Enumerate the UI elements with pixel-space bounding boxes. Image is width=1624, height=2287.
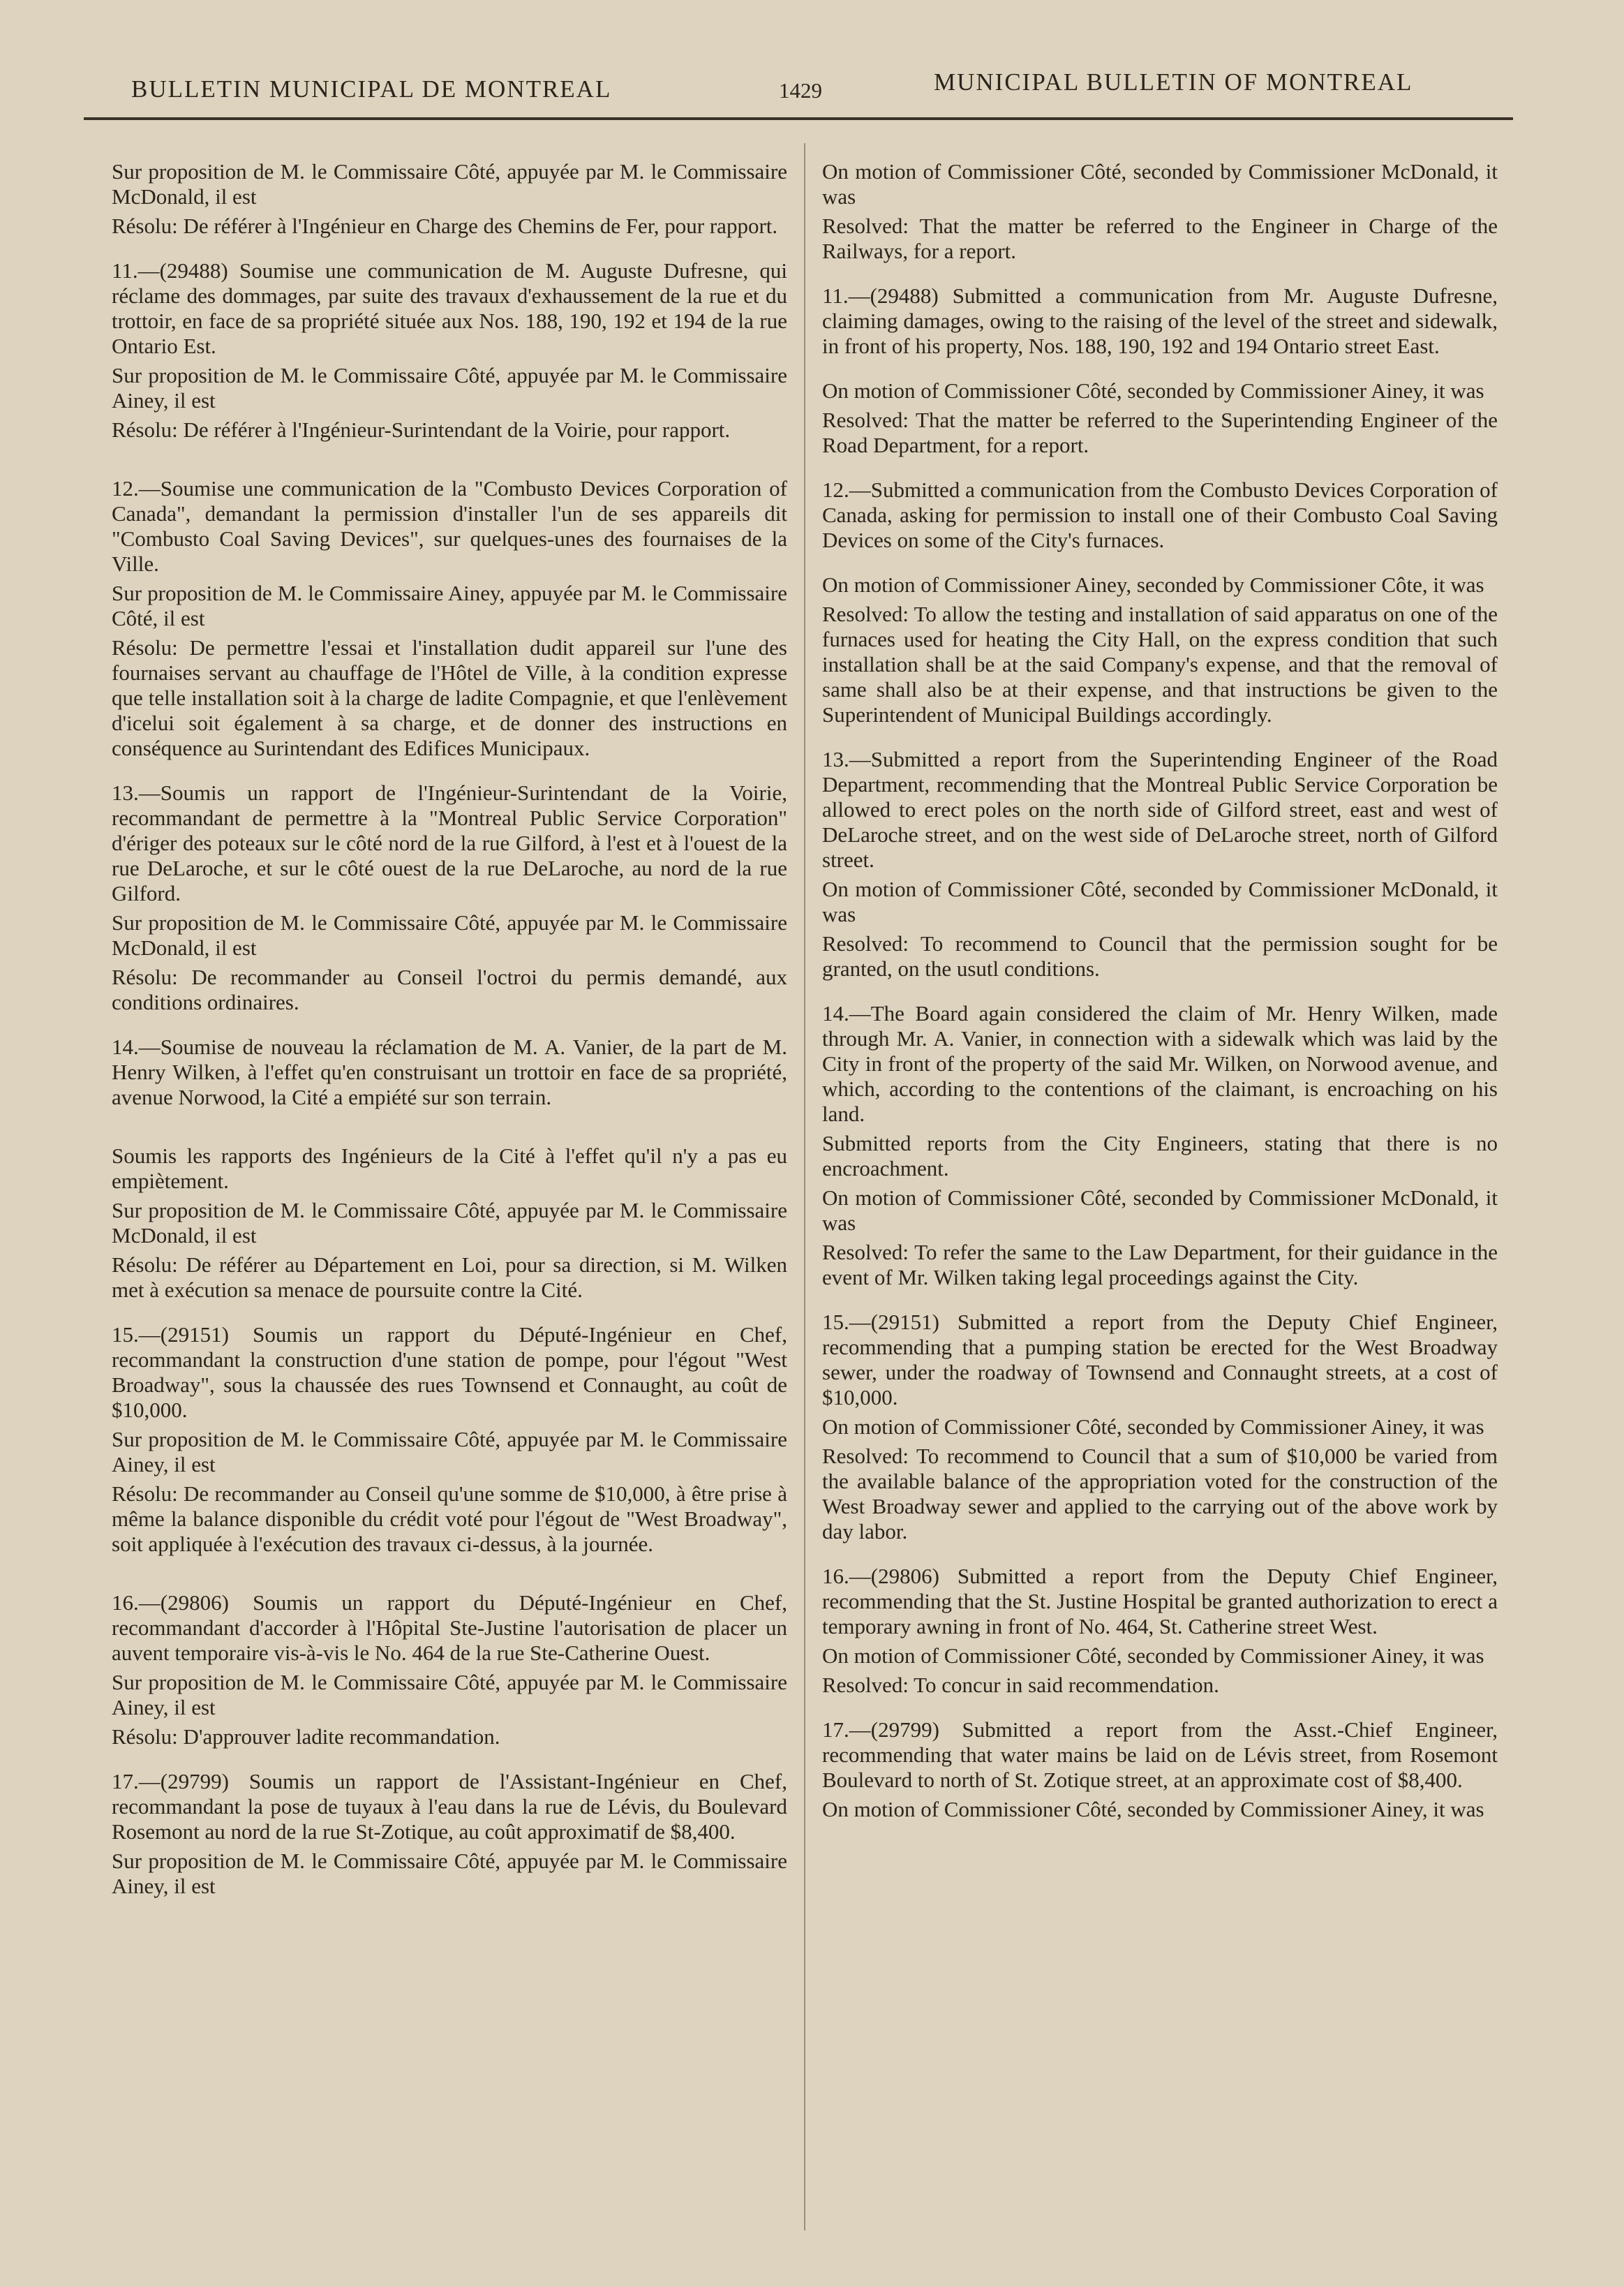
paragraph: Resolved: That the matter be referred to the Superintending Engineer of the Road Department, for a report. bbox=[822, 408, 1498, 457]
paragraph: 14.—Soumise de nouveau la réclamation de M. A. Vanier, de la part de M. Henry Wilken, à l'effet qu'en construisant un trottoir en face de sa propriété, avenue Norwood, la Cité a empiété sur son terrain. bbox=[112, 1035, 787, 1109]
page-number: 1429 bbox=[779, 78, 822, 103]
paragraph: Résolu: De recommander au Conseil l'octroi du permis demandé, aux conditions ordinaires. bbox=[112, 965, 787, 1014]
paragraph: Submitted reports from the City Engineers, stating that there is no encroachment. bbox=[822, 1131, 1498, 1180]
paragraph: On motion of Commissioner Côté, seconded by Commissioner Ainey, it was bbox=[822, 1414, 1484, 1439]
paragraph: Résolu: De permettre l'essai et l'installation dudit appareil sur l'une des fournaises servant au chauffage de l'Hôtel de Ville, à la condition expresse que telle installation soit à la charge de ladite Compagnie, et que l'enlèvement d'icelui soit également à sa charge, et de donner des instructions en conséquence au Surintendant des Edifices Municipaux. bbox=[112, 635, 787, 760]
paragraph: On motion of Commissioner Côté, seconded by Commissioner McDonald, it was bbox=[822, 1185, 1498, 1235]
paragraph: 15.—(29151) Soumis un rapport du Député-Ingénieur en Chef, recommandant la construction d'une station de pompe, pour l'égout "West Broadway", sous la chaussée des rues Townsend et Connaught, au coût de $10,000. bbox=[112, 1322, 787, 1422]
paragraph: 11.—(29488) Soumise une communication de M. Auguste Dufresne, qui réclame des dommages, par suite des travaux d'exhaussement de la rue et du trottoir, en face de sa propriété située aux Nos. 188, 190, 192 et 194 de la rue Ontario Est. bbox=[112, 258, 787, 358]
paragraph: Résolu: De recommander au Conseil qu'une somme de $10,000, à être prise à même la balance disponible du crédit voté pour l'égout de "West Broadway", soit appliquée à l'exécution des travaux ci-dessus, à la journée. bbox=[112, 1481, 787, 1556]
french-column bbox=[112, 159, 787, 1903]
paragraph: Sur proposition de M. le Commissaire Côté, appuyée par M. le Commissaire McDonald, il est bbox=[112, 1198, 787, 1248]
paragraph: Resolved: To concur in said recommendation. bbox=[822, 1673, 1219, 1697]
paragraph: Resolved: To refer the same to the Law Department, for their guidance in the event of Mr. Wilken taking legal proceedings against the City. bbox=[822, 1240, 1498, 1289]
paragraph: 15.—(29151) Submitted a report from the Deputy Chief Engineer, recommending that a pumping station be erected for the West Broadway sewer, under the roadway of Townsend and Connaught streets, at a cost of $10,000. bbox=[822, 1310, 1498, 1409]
paragraph: Résolu: De référer au Département en Loi, pour sa direction, si M. Wilken met à exécution sa menace de poursuite contre la Cité. bbox=[112, 1252, 787, 1302]
paragraph: On motion of Commissioner Côté, seconded by Commissioner McDonald, it was bbox=[822, 877, 1498, 926]
paragraph: On motion of Commissioner Ainey, seconded by Commissioner Côte, it was bbox=[822, 572, 1484, 597]
paragraph: Résolu: De référer à l'Ingénieur en Charge des Chemins de Fer, pour rapport. bbox=[112, 214, 778, 238]
paragraph: Résolu: D'approuver ladite recommandation. bbox=[112, 1724, 500, 1749]
paragraph: 12.—Soumise une communication de la "Combusto Devices Corporation of Canada", demandant la permission d'installer l'un de ses appareils dit "Combusto Coal Saving Devices", sur quelques-unes des fournaises de la Ville. bbox=[112, 476, 787, 576]
paragraph: 16.—(29806) Submitted a report from the Deputy Chief Engineer, recommending that the St. Justine Hospital be granted authorization to erect a temporary awning in front of No. 464, St. Catherine street West. bbox=[822, 1564, 1498, 1638]
paragraph: Soumis les rapports des Ingénieurs de la Cité à l'effet qu'il n'y a pas eu empiètement. bbox=[112, 1144, 787, 1193]
column-divider bbox=[804, 143, 805, 2230]
paragraph: 17.—(29799) Soumis un rapport de l'Assistant-Ingénieur en Chef, recommandant la pose de tuyaux à l'eau dans la rue de Lévis, du Boulevard Rosemont au nord de la rue St-Zotique, au coût approximatif de $8,400. bbox=[112, 1769, 787, 1844]
paragraph: Résolu: De référer à l'Ingénieur-Surintendant de la Voirie, pour rapport. bbox=[112, 417, 731, 442]
paragraph: Sur proposition de M. le Commissaire Côté, appuyée par M. le Commissaire Ainey, il est bbox=[112, 1849, 787, 1898]
header-title-english: MUNICIPAL BULLETIN OF MONTREAL bbox=[934, 68, 1413, 96]
paragraph: Sur proposition de M. le Commissaire Côté, appuyée par M. le Commissaire Ainey, il est bbox=[112, 363, 787, 413]
english-column bbox=[822, 159, 1498, 1826]
paragraph: Resolved: To allow the testing and installation of said apparatus on one of the furnaces used for heating the City Hall, on the express condition that such installation shall be at the said Company's expense, and that the removal of same shall also be at their expense, and that instructions be given to the Superintendent of Municipal Buildings accordingly. bbox=[822, 602, 1498, 727]
paragraph: On motion of Commissioner Côté, seconded by Commissioner McDonald, it was bbox=[822, 159, 1498, 209]
paragraph: 13.—Soumis un rapport de l'Ingénieur-Surintendant de la Voirie, recommandant de permettre à la "Montreal Public Service Corporation" d'ériger des poteaux sur le côté nord de la rue Gilford, à l'est et à l'ouest de la rue DeLaroche, et sur le côté ouest de la rue DeLaroche, au nord de la rue Gilford. bbox=[112, 780, 787, 905]
paragraph: Resolved: To recommend to Council that a sum of $10,000 be varied from the available balance of the appropriation voted for the construction of the West Broadway sewer and applied to the carrying out of the above work by day labor. bbox=[822, 1444, 1498, 1544]
header-title-french: BULLETIN MUNICIPAL DE MONTREAL bbox=[131, 75, 612, 103]
paragraph: 12.—Submitted a communication from the Combusto Devices Corporation of Canada, asking for permission to install one of their Combusto Coal Saving Devices on some of the City's furnaces. bbox=[822, 478, 1498, 552]
paragraph: Sur proposition de M. le Commissaire Côté, appuyée par M. le Commissaire McDonald, il est bbox=[112, 910, 787, 960]
paragraph: Sur proposition de M. le Commissaire Côté, appuyée par M. le Commissaire McDonald, il est bbox=[112, 159, 787, 209]
paragraph: Sur proposition de M. le Commissaire Ainey, appuyée par M. le Commissaire Côté, il est bbox=[112, 581, 787, 630]
paragraph: 16.—(29806) Soumis un rapport du Député-Ingénieur en Chef, recommandant d'accorder à l'Hôpital Ste-Justine l'autorisation de placer un auvent temporaire vis-à-vis le No. 464 de la rue Ste-Catherine Ouest. bbox=[112, 1590, 787, 1665]
paragraph: On motion of Commissioner Côté, seconded by Commissioner Ainey, it was bbox=[822, 378, 1484, 403]
paragraph: 17.—(29799) Submitted a report from the Asst.-Chief Engineer, recommending that water mains be laid on de Lévis street, from Rosemont Boulevard to north of St. Zotique street, at an approximate cost of $8,400. bbox=[822, 1717, 1498, 1792]
header-rule bbox=[84, 117, 1513, 120]
paragraph: 11.—(29488) Submitted a communication from Mr. Auguste Dufresne, claiming damages, owing to the raising of the level of the street and sidewalk, in front of his property, Nos. 188, 190, 192 and 194 Ontario street East. bbox=[822, 283, 1498, 358]
paragraph: 14.—The Board again considered the claim of Mr. Henry Wilken, made through Mr. A. Vanier, in connection with a sidewalk which was laid by the City in front of the property of the said Mr. Wilken, on Norwood avenue, and which, according to the contentions of the claimant, is encroaching on his land. bbox=[822, 1001, 1498, 1126]
paragraph: Sur proposition de M. le Commissaire Côté, appuyée par M. le Commissaire Ainey, il est bbox=[112, 1427, 787, 1476]
paragraph: Resolved: That the matter be referred to the Engineer in Charge of the Railways, for a report. bbox=[822, 214, 1498, 263]
paragraph: 13.—Submitted a report from the Superintending Engineer of the Road Department, recommending that the Montreal Public Service Corporation be allowed to erect poles on the north side of Gilford street, east and west of DeLaroche street, and on the west side of DeLaroche street, north of Gilford street. bbox=[822, 747, 1498, 872]
paragraph: On motion of Commissioner Côté, seconded by Commissioner Ainey, it was bbox=[822, 1643, 1484, 1668]
paragraph: Resolved: To recommend to Council that the permission sought for be granted, on the usutl conditions. bbox=[822, 931, 1498, 981]
paragraph: Sur proposition de M. le Commissaire Côté, appuyée par M. le Commissaire Ainey, il est bbox=[112, 1670, 787, 1719]
paragraph: On motion of Commissioner Côté, seconded by Commissioner Ainey, it was bbox=[822, 1797, 1484, 1821]
